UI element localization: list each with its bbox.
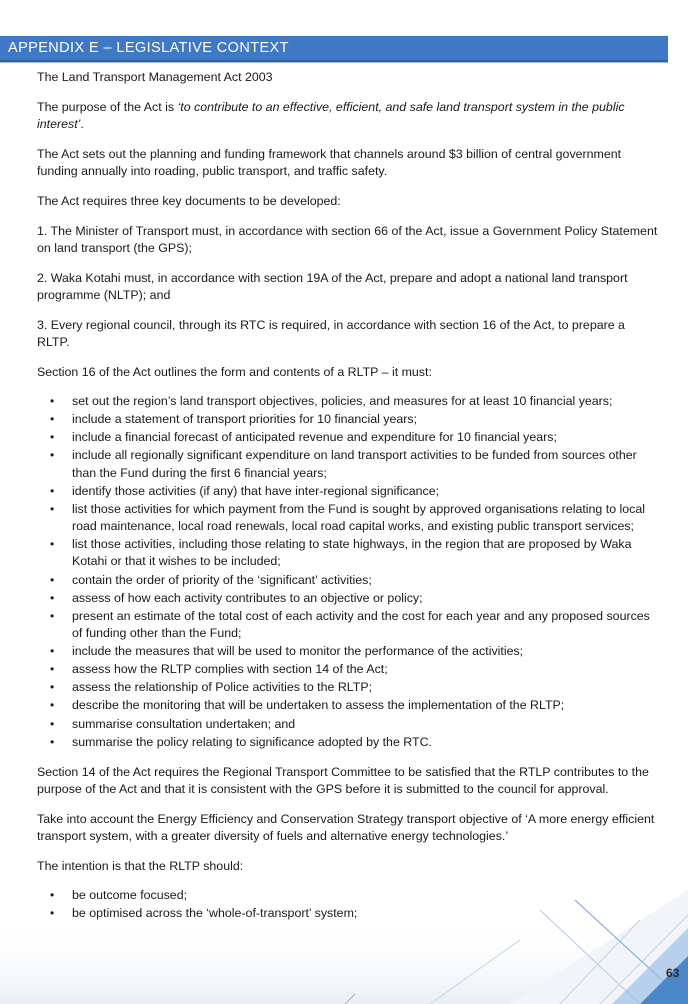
section-title: APPENDIX E – LEGISLATIVE CONTEXT bbox=[8, 40, 289, 56]
list-item-text: identify those activities (if any) that have inter-regional significance; bbox=[72, 483, 440, 498]
list-item-text: include all regionally significant expenditure on land transport activities to be funded from sources other than the Fund during the first 6 financial years; bbox=[72, 448, 637, 480]
list-item bbox=[37, 734, 659, 751]
list-item bbox=[37, 679, 659, 696]
bullet-glyph: • bbox=[50, 716, 55, 731]
bullet-glyph: • bbox=[50, 680, 55, 695]
footer-decoration bbox=[0, 860, 688, 1004]
list-item bbox=[37, 697, 659, 714]
list-item-text: present an estimate of the total cost of each activity and the cost for each year and any proposed sources of funding other than the Fund; bbox=[72, 608, 650, 641]
bullet-glyph: • bbox=[50, 698, 55, 713]
list-item-text: summarise the policy relating to significance adopted by the RTC. bbox=[72, 734, 432, 749]
bullet-glyph: • bbox=[50, 537, 55, 552]
list-item bbox=[37, 429, 659, 446]
bullet-glyph: • bbox=[50, 608, 55, 623]
list-item-text: set out the region’s land transport objectives, policies, and measures for at least 10 financial years; bbox=[72, 394, 613, 408]
list-item-text: describe the monitoring that will be undertaken to assess the implementation of the RLTP; bbox=[72, 698, 565, 713]
energy-paragraph: Take into account the Energy Efficiency and Conservation Strategy transport objective of ‘A more energy efficient transport system, with a greater diversity of fuels and alternative energy technologies.’ bbox=[37, 811, 655, 843]
list-item bbox=[37, 572, 659, 589]
list-item bbox=[37, 411, 659, 428]
list-item-text: include a statement of transport priorities for 10 financial years; bbox=[72, 412, 418, 427]
purpose-suffix: . bbox=[80, 117, 84, 131]
bullet-glyph: • bbox=[50, 887, 55, 902]
list-item bbox=[37, 447, 659, 482]
bullet-glyph: • bbox=[50, 430, 55, 445]
bullet-glyph: • bbox=[50, 662, 55, 677]
list-item-text: include a financial forecast of anticipated revenue and expenditure for 10 financial years; bbox=[72, 430, 557, 445]
bullet-glyph: • bbox=[50, 412, 55, 427]
list-item bbox=[37, 608, 659, 643]
bullet-glyph: • bbox=[50, 734, 55, 749]
section16-paragraph: Section 16 of the Act outlines the form and contents of a RLTP – it must: bbox=[37, 365, 432, 379]
list-item bbox=[37, 536, 659, 571]
section14-paragraph: Section 14 of the Act requires the Regional Transport Committee to be satisfied that the RTLP contributes to the purpose of the Act and that it is consistent with the GPS before it is submitted to the council for approval. bbox=[37, 764, 649, 796]
list-item-text: list those activities, including those relating to state highways, in the region that are proposed by Waka Kotahi or that it wishes to be included; bbox=[72, 537, 632, 569]
section-banner bbox=[0, 36, 668, 62]
list-item-text: contain the order of priority of the ‘significant’ activities; bbox=[72, 572, 372, 587]
act-title: The Land Transport Management Act 2003 bbox=[37, 70, 273, 84]
framework-paragraph: The Act sets out the planning and funding framework that channels around $3 billion of central government funding annually into roading, public transport, and traffic safety. bbox=[37, 147, 622, 178]
list-item-text: assess how the RLTP complies with section 14 of the Act; bbox=[72, 662, 388, 677]
list-item-text: be outcome focused; bbox=[72, 887, 188, 902]
list-item-text: assess of how each activity contributes to an objective or policy; bbox=[72, 590, 423, 605]
bullet-glyph: • bbox=[50, 448, 55, 463]
bullet-glyph: • bbox=[50, 394, 55, 408]
list-item-text: summarise consultation undertaken; and bbox=[72, 716, 296, 731]
purpose-paragraph bbox=[37, 99, 659, 133]
body-content bbox=[37, 69, 659, 935]
list-item bbox=[37, 590, 659, 607]
bullet-glyph: • bbox=[50, 572, 55, 587]
list-item bbox=[37, 661, 659, 678]
list-item-text: list those activities for which payment from the Fund is sought by approved organisations relating to local road maintenance, local road renewals, local road capital works, and existing public transport services; bbox=[72, 501, 646, 534]
list-item-text: be optimised across the ‘whole-of-transport’ system; bbox=[72, 905, 358, 920]
page-number: 63 bbox=[666, 966, 680, 980]
bullet-glyph: • bbox=[50, 501, 55, 516]
intention-paragraph: The intention is that the RLTP should: bbox=[37, 858, 244, 873]
purpose-quote: ‘to contribute to an effective, efficient, and safe land transport system in the public interest’ bbox=[37, 100, 625, 131]
numbered-item-1: 1. The Minister of Transport must, in accordance with section 66 of the Act, issue a Government Policy Statement on land transport (the GPS); bbox=[37, 224, 658, 255]
bullet-glyph: • bbox=[50, 483, 55, 498]
list-item bbox=[37, 643, 659, 660]
list-item bbox=[37, 501, 659, 536]
bullet-glyph: • bbox=[50, 905, 55, 920]
purpose-prefix: The purpose of the Act is bbox=[37, 100, 178, 114]
must-bullet-list bbox=[37, 393, 659, 751]
list-item bbox=[37, 716, 659, 733]
bullet-glyph: • bbox=[50, 590, 55, 605]
numbered-item-2: 2. Waka Kotahi must, in accordance with section 19A of the Act, prepare and adopt a national land transport programme (NLTP); and bbox=[37, 271, 628, 302]
list-item-text: assess the relationship of Police activities to the RLTP; bbox=[72, 680, 373, 695]
bullet-glyph: • bbox=[50, 644, 55, 659]
list-item bbox=[37, 393, 659, 410]
list-item-text: include the measures that will be used to monitor the performance of the activities; bbox=[72, 644, 524, 659]
numbered-item-3: 3. Every regional council, through its RTC is required, in accordance with section 16 of the Act, to prepare a RLTP. bbox=[37, 318, 625, 349]
requires-paragraph: The Act requires three key documents to be developed: bbox=[37, 194, 341, 208]
list-item bbox=[37, 483, 659, 500]
